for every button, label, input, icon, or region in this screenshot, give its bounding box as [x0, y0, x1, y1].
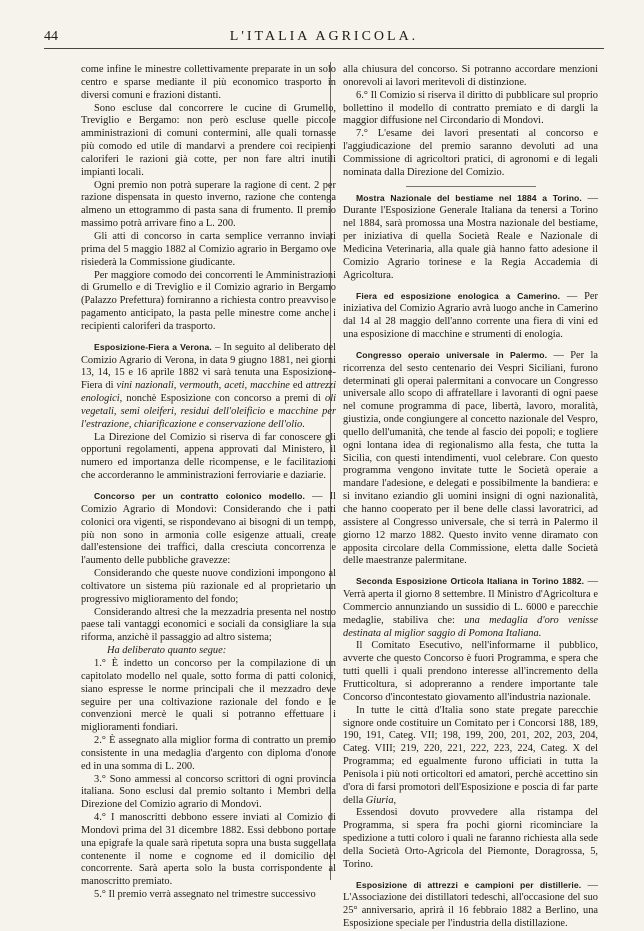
article-camerino — [343, 290, 598, 342]
article-title: Fiera ed esposizione enologica a Camerino. — [356, 290, 561, 301]
article-orticola — [343, 575, 598, 640]
article-distillerie — [343, 879, 598, 931]
text-run: — Durante l'Esposizione Generale Italiana da tenersi a Torino nel 1884, sarà promossa una Mostra nazionale del bestiame, per iniziativa di quella Società Reale e Nazionale di Medicina Veterinaria, alla quale già hanno fatto adesione il Comizio Agrario torinese e la Regia Accademia di Agricoltura. — [343, 192, 598, 281]
text-run: vini nazionali, vermouth, aceti, macchine — [116, 380, 290, 392]
right-column — [343, 64, 598, 931]
text-run: una medaglia d'oro venisse destinata al miglior saggio di Pomona Italiana. — [343, 614, 598, 639]
article-title: Concorso per un contratto colonico modello. — [94, 491, 305, 501]
paragraph — [343, 705, 598, 808]
text-run: Giuria — [365, 794, 394, 806]
text-run: attrezzi enologici — [81, 380, 336, 405]
paragraph: Il Comitato Esecutivo, nell'informarne il pubblico, avverte che questo Concorso è fuori Programma, e spera che tutti quelli i quali prendono interesse all'incremento della Frutticoltura, si adopreranno a rendere importante tale Concorso d'incontestato giovamento all'industria nazionale. — [343, 640, 598, 703]
text-run: ed — [289, 380, 306, 392]
paragraph: 1.° È indetto un concorso per la compilazione di un capitolato modello nel quale, sotto forma di patti colonici, siano espresse le norme principali che il mezzadro deve seguire per una coltivazione razionale del fondo e le convenzioni mercè le quali si potranno effettuare i miglioramenti fondiari. — [81, 657, 336, 734]
text-run: oli vegetali, semi oleiferi, residui dell'oleificio — [81, 393, 336, 417]
paragraph: 2.° È assegnato alla miglior forma di contratto un premio consistente in una medaglia d'argento con diploma d'onore ed in una somma di L. 200. — [81, 735, 336, 772]
text-run: e — [265, 405, 279, 417]
page-number: 44 — [44, 29, 58, 44]
article-torino-bestiame — [343, 192, 598, 283]
text-run: — Verrà aperta il giorno 8 settembre. Il Ministro d'Agricoltura e Commercio annunziando un sussidio di L. 6000 e parecchie medaglie, stabiliva che: — [343, 576, 598, 626]
article-title: Mostra Nazionale del bestiame nel 1884 a Torino. — [356, 192, 582, 203]
article-title: Esposizione-Fiera a Verona. — [94, 341, 212, 352]
article-title: Congresso operaio universale in Palermo. — [356, 349, 548, 360]
paragraph: come infine le minestre collettivamente preparate in un solo centro e sparse mediante il più economico trasporto in diversi comuni e frazioni distanti. — [81, 64, 336, 101]
text-run: , — [393, 794, 397, 806]
text-run: macchine per l'estrazione, chiarificazione e conservazione dell'olio — [81, 405, 336, 430]
paragraph: Essendosi dovuto provvedere alla ristampa del Programma, si spera fra pochi giorni ricominciare la spedizione a tutti coloro i quali ne faranno richiesta alla sede della Società Orto-Agricola del Piemonte, Doragrossa, 5, Torino. — [343, 807, 598, 870]
paragraph: 3.° Sono ammessi al concorso scrittori di ogni provincia italiana. Sono esclusi dal premio soltanto i Membri della Direzione del Comizio agrario di Mondovì. — [81, 773, 336, 811]
text-run: In tutte le città d'Italia sono state pregate parecchie signore onde costituire un Comitato per i Concorsi 188, 189, 190, 191, Categ. VII; 198, 199, 200, 201, 202, 203, 204, Categ. VIII; 219, 220, 221, 222, 223, 224, Categ. X del Programma; ed egualmente furono ufficiati in tutta la Penisola i più noti orticoltori ed amatori, perchè accettino sin d'ora di farsi promotori dell'Esposizione e poscia di far parte della — [343, 704, 598, 806]
paragraph: Considerando altresì che la mezzadria presenta nel nostro paese tali vantaggi economici e sociali da consigliare la sua riforma, anzichè il passaggio ad altro sistema; — [81, 606, 336, 644]
running-title: L'ITALIA AGRICOLA. — [229, 29, 419, 44]
paragraph: La Direzione del Comizio si riserva di far conoscere gli opportuni regolamenti, appena approvati dal Ministero, il numero ed importanza delle ricompense, e le facilitazioni che accorderanno le amministrazioni ferroviarie e daziarie. — [81, 431, 336, 482]
separator-rule — [406, 186, 536, 187]
article-palermo — [343, 349, 598, 568]
text-run: — Per iniziativa del Comizio Agrario avrà luogo anche in Camerino dal 14 al 28 maggio dell'anno corrente una fiera di vini ed una esposizione di macchine e strumenti di enologia. — [343, 290, 598, 341]
text-run: – In seguito al deliberato del Comizio Agrario di Verona, in data 9 giugno 1881, nei giorni 13, 14, 15 e 16 aprile 1882 vi sarà tenuta una Esposizione-Fiera di — [81, 341, 337, 392]
text-run: Ha deliberato quanto segue: — [107, 645, 227, 657]
text-run: — Per la ricorrenza del sesto centenario dei Vespri Siciliani, furono determinati gli operai palermitani a convocare un Congresso universale allo scopo di affratellare i lavoranti di ogni paese nel comune programma di pace, libertà, lavoro, moralità, giustizia, onde congiungere al concetto nazionale del Vespro, quello dell'umanità, che tende al fascio dei popoli; e togliere ogni lontana idea di regionalismo alla festa, che tutta la Sicilia, con questi intendimenti, vuol celebrare. Con questo programma vengono invitate tutte le Società operaie a mandare l'adesione, e delegati e possibilmente la bandiera: e si invitano eziandio gli uomini insigni di ogni nazionalità, che hanno cooperato per il bene delle classi lavoratrici, ad assistere al Congresso universale, che si terrà in Palermo il giorno 12 marzo 1882. Questo invito venne diramato con apposita circolare della Commissione, eletta dalle Società delle maestranze palermitane. — [343, 349, 598, 567]
paragraph: 4.° I manoscritti debbono essere inviati al Comizio di Mondovì prima del 31 dicembre 1882. Essi debbono portare una epigrafe la quale sarà ripetuta sopra una busta suggellata contenente il nome e cognome ed il domicilio del concorrente. Sarà aperta solo la busta corrispondente al manoscritto premiato. — [81, 812, 336, 888]
deliberation-heading — [81, 645, 336, 658]
left-column — [81, 64, 336, 902]
text-run: — Il Comizio Agrario di Mondovì: Considerando che i patti colonici ora vigenti, se rispondevano ai bisogni di un tempo, più non sono in armonia colle esigenze attuali, create dall'estensione dei traffici, dalla cresciuta concorrenza e l'aumento delle pubbliche gravezze: — [81, 491, 336, 567]
paragraph: Sono escluse dal concorrere le cucine di Grumello, Treviglio e Bergamo: non però escluse quelle piccole amministrazioni di comuni contermini, alle quali tornasse più comodo ed utile di mandarvi a prendere coi recipienti caloriferi le razioni già cotte, per non fare altri inutili impianti locali. — [81, 102, 336, 178]
paragraph: alla chiusura del concorso. Si potranno accordare menzioni onorevoli ai lavori meritevoli di distinzione. — [343, 64, 598, 88]
paragraph: Ogni premio non potrà superare la ragione di cent. 2 per razione dispensata in questo inverno, razione che contenga almeno un ettogrammo di pasta sana di frumento. Il premio massimo potrà arrivare fino a L. 200. — [81, 179, 336, 230]
page-header — [44, 26, 604, 49]
paragraph: Considerando che queste nuove condizioni impongono al coltivatore un sistema più razionale ed al proprietario un progressivo miglioramento del fondo; — [81, 568, 336, 605]
article-title: Esposizione di attrezzi e campioni per distillerie. — [356, 879, 582, 890]
article-verona — [81, 341, 336, 432]
paragraph: 6.° Il Comizio si riserva il diritto di pubblicare sul proprio bollettino il modello di contratto premiato e di dargli la maggior diffusione nel Circondario di Mondovì. — [343, 89, 598, 127]
text-run: . — [302, 418, 305, 430]
text-run: — L'Associazione dei distillatori tedeschi, all'occasione del suo 25° anniversario, aprirà il 16 febbraio 1882 a Berlino, una Esposizione speciale per l'industria della distillazione. — [343, 879, 598, 930]
paragraph: Per maggiore comodo dei concorrenti le Amministrazioni di Grumello e di Treviglio e il Comizio agrario in Bergamo (Palazzo Prefettura) forniranno a richiesta contro preavviso e pagamento anticipato, la pasta pelle minestre come anche i recipienti caloriferi da trasporto. — [81, 269, 336, 332]
article-mondovi — [81, 490, 336, 568]
paragraph: 5.° Il premio verrà assegnato nel trimestre successivo — [94, 889, 316, 901]
paragraph: 7.° L'esame dei lavori presentati al concorso e l'aggiudicazione del premio saranno devoluti ad una Commissione di agricoltori pratici, di agronomi e di legali nominata dalla Direzione del Comizio. — [343, 128, 598, 178]
paragraph: Gli atti di concorso in carta semplice verranno inviati prima del 5 maggio 1882 al Comizio agrario in Bergamo ove risiederà la Commissione giudicante. — [81, 230, 336, 268]
article-title: Seconda Esposizione Orticola Italiana in Torino 1882. — [356, 576, 585, 587]
text-run: , nonchè Esposizione con concorso a premi di — [119, 393, 326, 405]
